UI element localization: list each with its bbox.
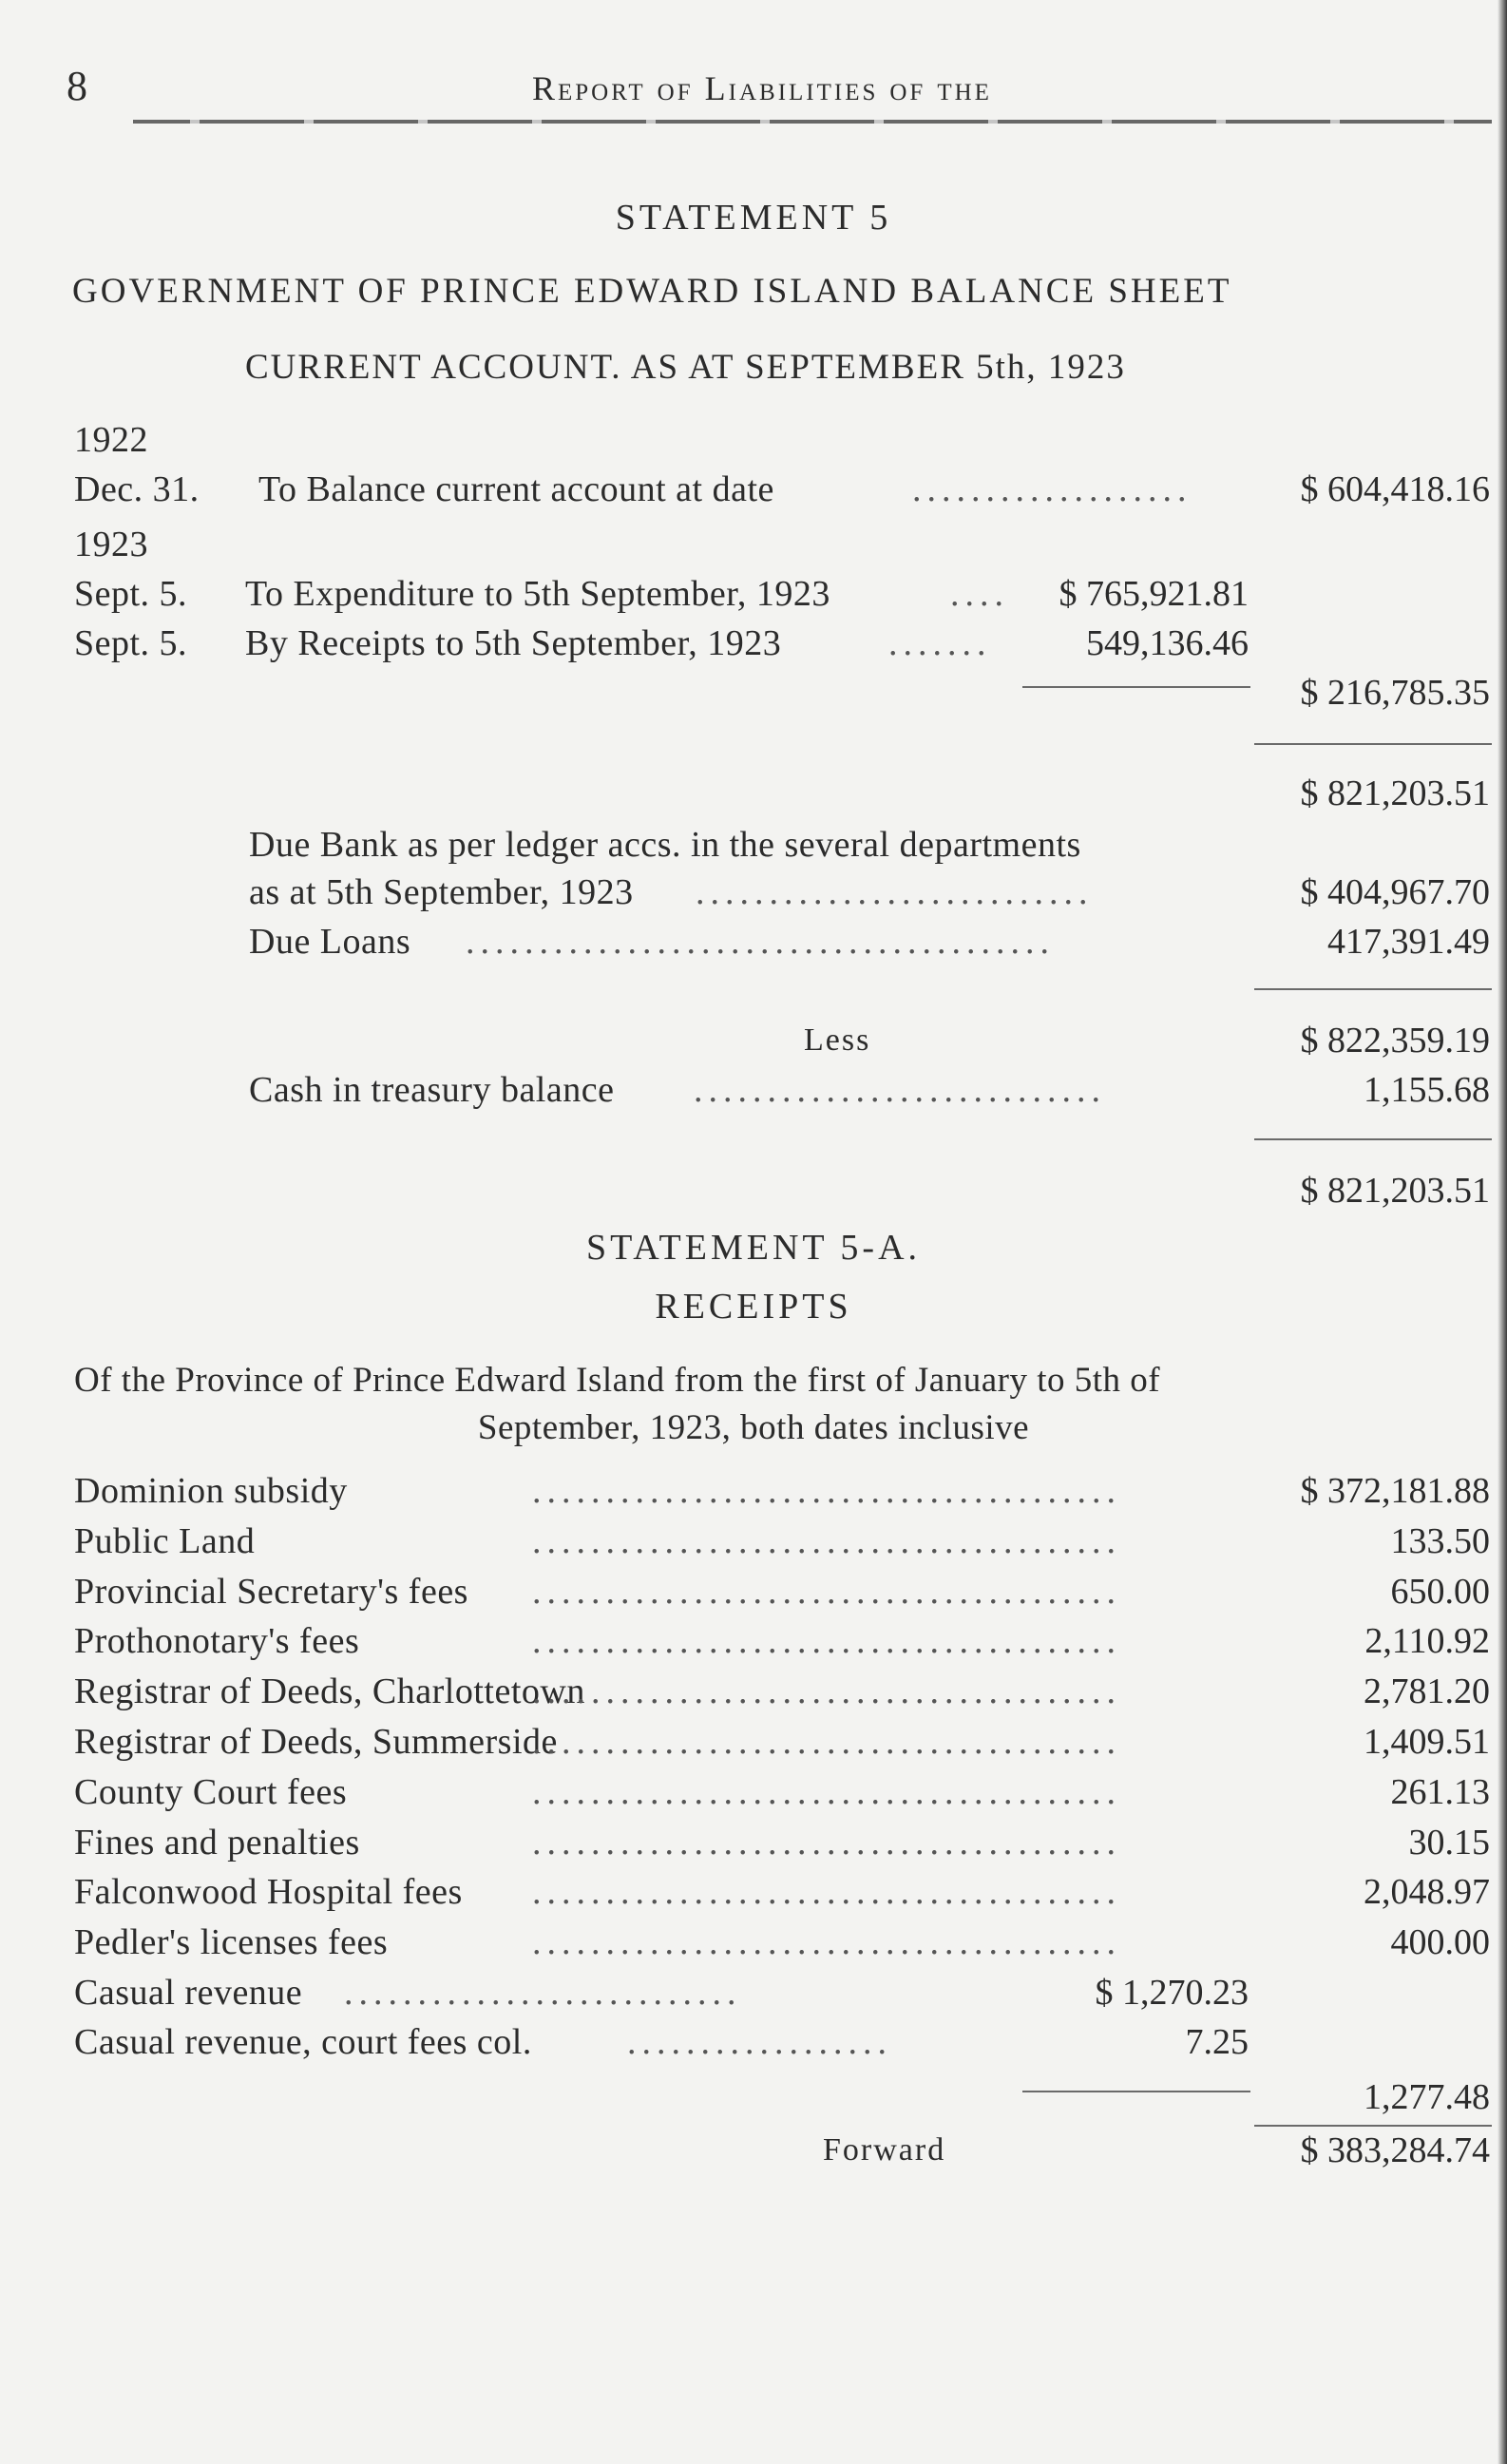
- statement5-subtitle: GOVERNMENT OF PRINCE EDWARD ISLAND BALANCE SHEET: [72, 272, 1232, 311]
- due-bank-line-1: Due Bank as per ledger accs. in the several departments: [249, 825, 1081, 865]
- receipt-amount: 2,048.97: [1364, 1872, 1490, 1912]
- receipt-leader: ........................................: [532, 1872, 1121, 1912]
- receipt-label: County Court fees: [74, 1772, 348, 1812]
- row1-text: To Balance current account at date: [258, 469, 774, 509]
- statement5-title: STATEMENT 5: [615, 198, 892, 238]
- year-1923: 1923: [74, 525, 148, 564]
- total-rule-2: [1254, 988, 1492, 990]
- statement5-subtitle-2: CURRENT ACCOUNT. AS AT SEPTEMBER 5th, 1923: [245, 348, 1126, 387]
- due-loans-amount: 417,391.49: [1327, 922, 1490, 962]
- statement5a-title: STATEMENT 5-A.: [585, 1228, 922, 1268]
- receipt-leader: ........................................: [532, 1521, 1121, 1561]
- receipt-leader: ........................................: [532, 1772, 1121, 1812]
- row2-amount: $ 765,921.81: [1059, 574, 1249, 614]
- total-rule-3: [1254, 1138, 1492, 1140]
- row1-amount: $ 604,418.16: [1300, 469, 1490, 509]
- total-1: $ 821,203.51: [1300, 774, 1490, 813]
- row2-date: Sept. 5.: [74, 574, 188, 614]
- receipt-label: Falconwood Hospital fees: [74, 1872, 463, 1912]
- page-number: 8: [67, 63, 88, 109]
- casual-court-leader: ..................: [627, 2022, 892, 2062]
- subtotal-rule: [1022, 686, 1250, 688]
- casual-revenue-amount: $ 1,270.23: [1095, 1973, 1249, 2013]
- casual-revenue-label: Casual revenue: [74, 1973, 303, 2013]
- row3-amount: 549,136.46: [1086, 623, 1249, 663]
- due-bank-leader: ...........................: [696, 872, 1094, 912]
- receipt-amount: 650.00: [1390, 1572, 1490, 1612]
- receipt-amount: 1,409.51: [1364, 1722, 1490, 1762]
- row1-date: Dec. 31.: [74, 469, 200, 509]
- row2-text: To Expenditure to 5th September, 1923: [245, 574, 830, 614]
- row2-leader: ....: [950, 574, 1009, 614]
- row3-text: By Receipts to 5th September, 1923: [245, 623, 782, 663]
- receipt-label: Provincial Secretary's fees: [74, 1572, 468, 1612]
- receipt-amount: 2,781.20: [1364, 1671, 1490, 1711]
- casual-subtotal-rule: [1022, 2091, 1250, 2092]
- due-loans-leader: ........................................: [466, 922, 1055, 962]
- cash-leader: ............................: [694, 1070, 1106, 1110]
- statement5a-subtitle: RECEIPTS: [655, 1287, 852, 1327]
- receipt-label: Registrar of Deeds, Charlottetown: [74, 1671, 585, 1711]
- receipt-label: Pedler's licenses fees: [74, 1922, 389, 1962]
- due-bank-amount: $ 404,967.70: [1300, 872, 1490, 912]
- final-total: $ 821,203.51: [1300, 1171, 1490, 1211]
- casual-total: 1,277.48: [1364, 2077, 1490, 2117]
- receipt-leader: ........................................: [532, 1471, 1121, 1511]
- due-bank-line-2: as at 5th September, 1923: [249, 872, 634, 912]
- casual-court-amount: 7.25: [1185, 2022, 1249, 2062]
- casual-revenue-leader: ...........................: [344, 1973, 742, 2013]
- forward-amount: $ 383,284.74: [1300, 2130, 1490, 2170]
- receipt-amount: 261.13: [1390, 1772, 1490, 1812]
- forward-rule: [1254, 2125, 1492, 2127]
- header-rule: [133, 120, 1492, 124]
- receipt-leader: ........................................: [532, 1621, 1121, 1661]
- receipt-label: Registrar of Deeds, Summerside: [74, 1722, 558, 1762]
- receipt-leader: ........................................: [532, 1823, 1121, 1862]
- row1-leader: ...................: [912, 469, 1192, 509]
- receipt-leader: ........................................: [532, 1722, 1121, 1762]
- receipt-label: Public Land: [74, 1521, 256, 1561]
- cash-label: Cash in treasury balance: [249, 1070, 615, 1110]
- receipt-label: Dominion subsidy: [74, 1471, 348, 1511]
- receipt-leader: ........................................: [532, 1922, 1121, 1962]
- receipt-amount: 400.00: [1390, 1922, 1490, 1962]
- running-title: Report of Liabilities of the: [532, 69, 992, 107]
- row3-leader: .......: [888, 623, 992, 663]
- cash-amount: 1,155.68: [1364, 1070, 1490, 1110]
- year-1922: 1922: [74, 420, 148, 460]
- less-amount: $ 822,359.19: [1300, 1021, 1490, 1060]
- row3-date: Sept. 5.: [74, 623, 188, 663]
- statement5a-intro-2: September, 1923, both dates inclusive: [477, 1408, 1030, 1447]
- casual-court-label: Casual revenue, court fees col.: [74, 2022, 532, 2062]
- forward-label: Forward: [823, 2132, 946, 2168]
- receipt-amount: $ 372,181.88: [1300, 1471, 1490, 1511]
- less-label: Less: [804, 1022, 871, 1058]
- receipt-amount: 133.50: [1390, 1521, 1490, 1561]
- receipt-amount: 2,110.92: [1364, 1621, 1490, 1661]
- receipt-label: Fines and penalties: [74, 1823, 360, 1862]
- receipt-leader: ........................................: [532, 1572, 1121, 1612]
- due-loans-label: Due Loans: [249, 922, 411, 962]
- receipt-amount: 30.15: [1408, 1823, 1490, 1862]
- statement5a-intro-1: Of the Province of Prince Edward Island from the first of January to 5th of: [74, 1361, 1161, 1400]
- receipt-leader: ........................................: [532, 1671, 1121, 1711]
- total-rule-1: [1254, 743, 1492, 745]
- net-amount: $ 216,785.35: [1300, 673, 1490, 713]
- receipt-label: Prothonotary's fees: [74, 1621, 360, 1661]
